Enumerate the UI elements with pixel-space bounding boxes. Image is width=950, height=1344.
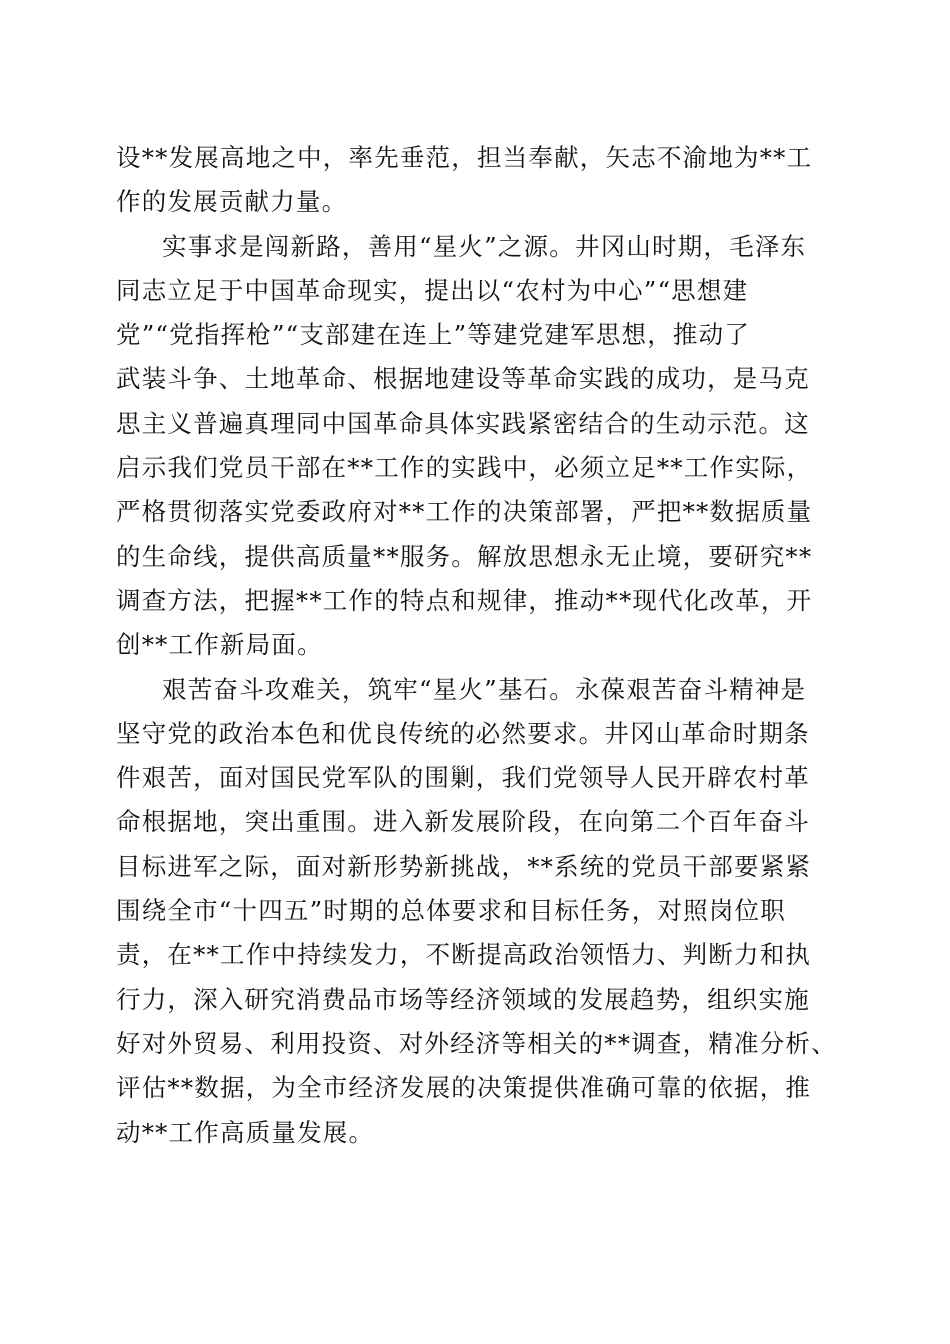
text-line: 设**发展高地之中，率先垂范，担当奉献，矢志不渝地为**工 [116, 143, 813, 172]
text-line: 件艰苦，面对国民党军队的围剿，我们党领导人民开辟农村革 [116, 763, 810, 793]
text-line: 坚守党的政治本色和优良传统的必然要求。井冈山革命时期条 [116, 718, 810, 748]
text-line: 武装斗争、土地革命、根据地建设等革命实践的成功，是马克 [116, 364, 810, 394]
text-line: 好对外贸易、利用投资、对外经济等相关的**调查，精准分析、 [116, 1028, 837, 1058]
text-line: 的生命线，提供高质量**服务。解放思想永无止境，要研究** [116, 541, 813, 571]
text-line: 动**工作高质量发展。 [116, 1117, 375, 1147]
text-line: 围绕全市“十四五”时期的总体要求和目标任务，对照岗位职 [116, 896, 786, 926]
text-line: 行力，深入研究消费品市场等经济领域的发展趋势，组织实施 [116, 984, 810, 1014]
body-text [116, 136, 836, 1155]
text-line: 作的发展贡献力量。 [116, 187, 348, 217]
text-line: 评估**数据，为全市经济发展的决策提供准确可靠的依据，推 [116, 1073, 812, 1103]
text-line: 命根据地，突出重围。进入新发展阶段，在向第二个百年奋斗 [116, 807, 810, 837]
text-line: 启示我们党员干部在**工作的实践中，必须立足**工作实际， [116, 453, 813, 483]
text-line: 实事求是闯新路，善用“星火”之源。井冈山时期，毛泽东 [162, 231, 807, 261]
paragraph-continuation [116, 136, 836, 225]
text-line: 思主义普遍真理同中国革命具体实践紧密结合的生动示范。这 [116, 408, 810, 438]
text-line: 严格贯彻落实党委政府对**工作的决策部署，严把**数据质量 [116, 497, 813, 527]
text-line: 调查方法，把握**工作的特点和规律，推动**现代化改革，开 [116, 585, 813, 615]
paragraph-hard-work [116, 668, 836, 1155]
text-line: 艰苦奋斗攻难关，筑牢“星火”基石。永葆艰苦奋斗精神是 [162, 674, 807, 704]
text-line: 同志立足于中国革命现实，提出以“农村为中心”“思想建 [116, 275, 749, 305]
text-line: 责，在**工作中持续发力，不断提高政治领悟力、判断力和执 [116, 940, 812, 970]
paragraph-seek-truth [116, 225, 836, 668]
text-line: 党”“党指挥枪”“支部建在连上”等建党建军思想，推动了 [116, 320, 751, 350]
text-line: 目标进军之际，面对新形势新挑战，**系统的党员干部要紧紧 [116, 851, 812, 881]
text-line: 创**工作新局面。 [116, 630, 323, 660]
